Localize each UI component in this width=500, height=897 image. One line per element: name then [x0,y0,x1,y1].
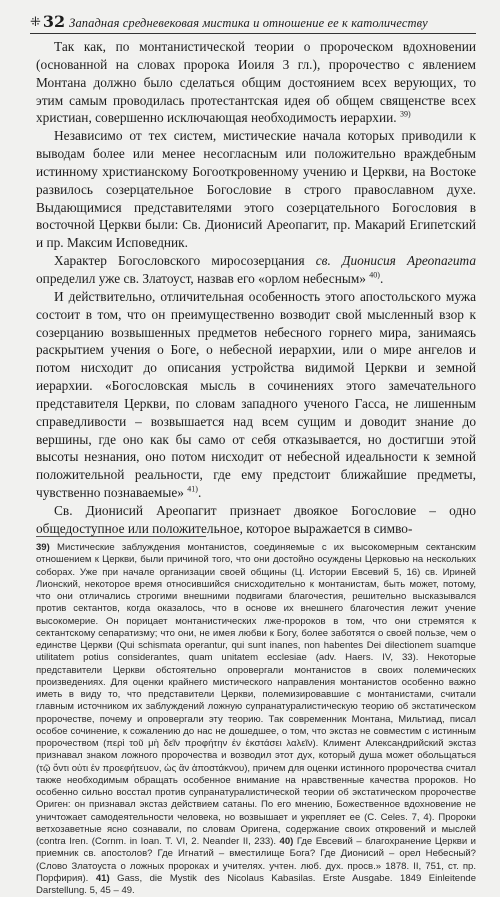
footnote [36,542,476,897]
paragraph [36,252,476,288]
paragraph-text: Св. Дионисий Ареопагит признает двоякое Богословие – одно общедоступное или положительное, которое выражается в симво- [36,502,476,536]
footnote-number: 40) [279,836,294,847]
paragraph-end: . [379,270,384,286]
footnote-ref: 41) [187,484,198,494]
footnote-number: 39) [36,542,50,553]
paragraph-end: . [197,485,202,501]
paragraph [36,127,476,252]
paragraph [36,38,476,127]
paragraph [36,502,476,538]
running-header [30,8,476,34]
footnote-text: Мистические заблуждения монтанистов, соединяемые с их высокомерным сектанским отношением к Церкви, были причиной того, что они достойно осуждены Церковью на нескольких соборах. Уже при начале организации своей общины (Ц. Истории Евсевий 5, 16) св. Ириней Лионский, некоторое время относившийся снисходительно к монтанистам, быть может, потому, что они отличались строгими внешними подвигами благочестия, решительно высказывался против сектантов, когда оказалось, что в основе их внешнего благочестия лежит учение высокомерие. Он порицает монтанистических лже-пророков в том, что они стремятся к сектантскому сепаратизму; что они, не имея любви к Богу, более заботятся о своей пользе, чем о единстве Церкви (Qui schismata operantur, qui sunt inanes, non habentes Dei dilectionem suamque utilitatem potius considerantes, quam unitatem ecclesiae (adv. Haers. IV, 33). Некоторые представители Церкви обстоятельно опровергали монтанистов в своих полемических произведениях. Для оценки крайнего мистического направления монтанистов особенно важно иметь в виду то, что представители Церкви, полемизировавшие с монтанистами, считали главным источником их заблуждений ложную супранатуралистическую теорию об экстатическом пророчестве, почему и опровергали эту теорию. Так современник Монтана, Мильтиад, писал особое сочинение, к сожалению до нас не дошедшее, о том, что экстаз не совместим с истинным пророчеством (περὶ τοῦ μὴ δεῖν προφήτην ἐν ἐκστάσει λαλεῖν). Климент Александрийский экстаз признавал знаком ложного пророчества и возводил этот дух, который душа может обольщаться (τῷ ὄντι οὐτι ἐν προεφήτευον, ὡς ἂν ἀποστάκνου), причем для оценки истинного пророчества считал также необходимым обращать особенное внимание на нравственные качества пророков. Но особенно сильно восстал против супранатуралистической теории об экстатическом пророчестве Ориген: он признавал экстаз действием сатаны. По его мнению, Божественное вдохновение не уничтожает самодеятельности человека, но возвышает и укрепляет ее (С. Celes. 7, 4). Пророки ветхозаветные ясно сознавали, по словам Оригена, содержание своих откровений и мыслей (contra Iren. (Cornm. in Ioan. T. VI, 2. Neander II, 233). [36,542,476,847]
footnote-separator [36,536,206,537]
footnote-number: 41) [95,872,110,884]
paragraph-text: определил уже св. Златоуст, назвав его «орлом небесным» [36,270,366,286]
paragraph [36,288,476,502]
footnotes [36,542,476,897]
running-title: Западная средневековая мистика и отношение ее к католичеству [69,16,428,30]
footnote-ref: 39) [399,109,411,119]
ornament-icon: ⁜ [30,15,41,30]
page-number: 32 [42,12,66,31]
italic-name: св. Дионисия Ареопагита [315,253,476,269]
footnote-text: Где Евсевий – благохранение Церкви и приемник св. апостолов? Где Игнатий – вместилище Бога? Где Дионисий – орел Небесный? (Слово Златоуста о ложных пророках и учителях. учтен. люб. дух. просв.» 1878. II, 751, ст. пр. Порфирия). [36,836,476,884]
footnote-ref: 40) [369,270,380,280]
paragraph-text: Характер Богословского миросозерцания [54,253,316,269]
paragraph-text: И действительно, отличительная особенность этого апостольского мужа состоит в том, что он преимущественно возводит свой мысленный взор к созерцанию возвышенных предметов небесного горнего мира, занимаясь раскрытием учения о Боге, о небесной иерархии, или о мире ангелов и потом нисходит до описания устройства видимой Церкви и земной иерархии. «Богословская мысль в сочинениях этого замечательного представителя Церкви, по словам западного ученого Гасса, не лишенным справедливости – возвышается над всем сущим и доводит знание до вершины, где оно как бы само от себя отказывается, но достигши этой высоты незнания, оно потом нисходит от небесной идеальности к земной положительной реальности, где ему предстоит ближайшие предметы, чувственно познаваемые» [36,288,476,501]
paragraph-text: Так как, по монтанистической теории о пророческом вдохновении (основанной на словах пророка Иоиля 3 гл.), пророчество с явлением Монтана должно было сделаться общим достоянием всех верующих, то этим самым проводилась протестантская идея об общем священстве всех христиан, совершенно исключающая необходимость иерархии. [36,39,476,126]
footnote-text: Gass, die Mystik des Nicolaus Kabasilas. Erste Ausgabe. 1849 Einleitende Darstellung. 5, 45 – 49. [36,872,477,896]
main-text [36,38,476,538]
paragraph-text: Независимо от тех систем, мистические начала которых приводили к выводам более или менее несогласным или положительно враждебным истинному христианскому Богооткровенному учению и Церкви, на Востоке развилось созерцательное Богословие в строго православном духе. Выдающимися представителями этого созерцательного Богословия в восточной Церкви были: Св. Дионисий Ареопагит, пр. Макарий Египетский и пр. Максим Исповедник. [36,128,476,251]
